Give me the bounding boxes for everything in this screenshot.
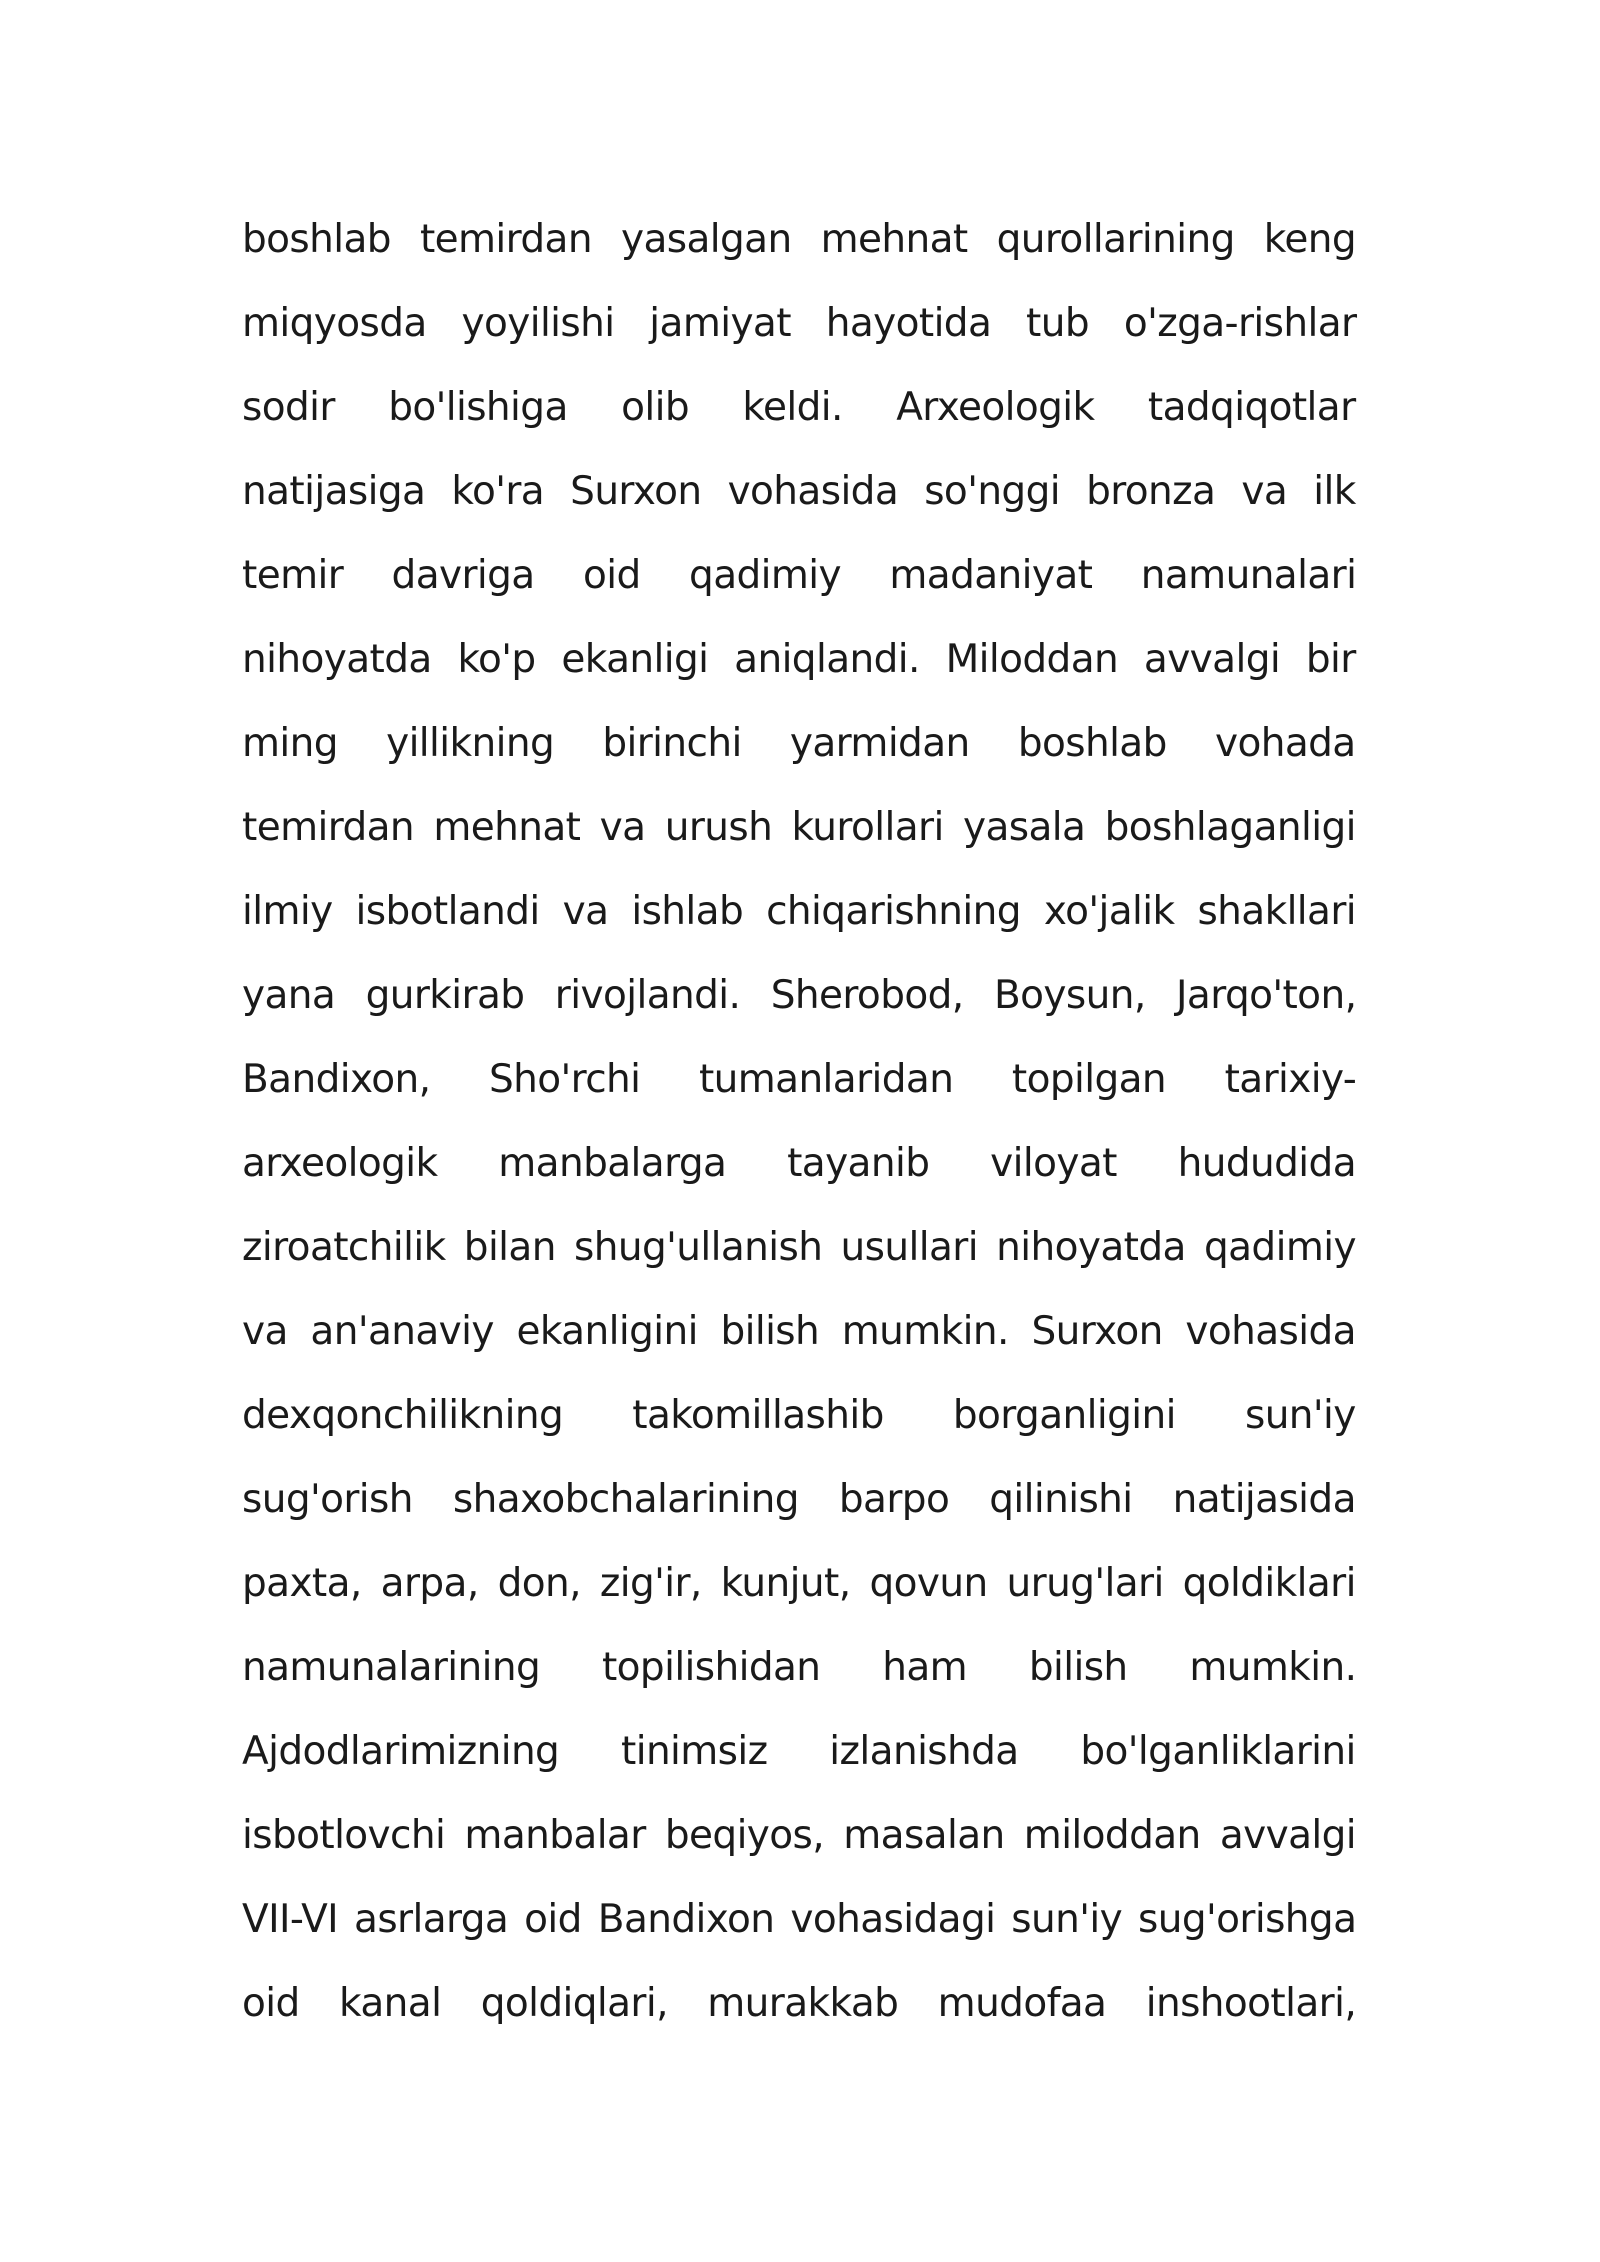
text-line: dexqonchilikning takomillashib borganligini sun'iy <box>242 1393 1356 1438</box>
text-line: ziroatchilik bilan shug'ullanish usullari nihoyatda qadimiy <box>242 1225 1356 1270</box>
text-line: natijasiga ko'ra Surxon vohasida so'nggi bronza va ilk <box>242 469 1356 514</box>
text-line: temir davriga oid qadimiy madaniyat namunalari <box>242 553 1357 598</box>
text-line: Bandixon, Sho'rchi tumanlaridan topilgan tarixiy- <box>242 1057 1357 1102</box>
text-line: paxta, arpa, don, zig'ir, kunjut, qovun urug'lari qoldiklari <box>242 1561 1356 1606</box>
text-line: sodir bo'lishiga olib keldi. Arxeologik tadqiqotlar <box>242 385 1356 430</box>
text-line: isbotlovchi manbalar beqiyos, masalan miloddan avvalgi <box>242 1813 1357 1858</box>
text-line: namunalarining topilishidan ham bilish mumkin. <box>242 1645 1357 1690</box>
text-line: sug'orish shaxobchalarining barpo qilinishi natijasida <box>242 1477 1356 1522</box>
text-line: temirdan mehnat va urush kurollari yasala boshlaganligi <box>242 805 1356 850</box>
text-line: Ajdodlarimizning tinimsiz izlanishda bo'lganliklarini <box>242 1729 1356 1774</box>
text-line: boshlab temirdan yasalgan mehnat qurollarining keng <box>242 217 1357 262</box>
text-line: oid kanal qoldiqlari, murakkab mudofaa inshootlari, <box>242 1981 1357 2026</box>
text-line: arxeologik manbalarga tayanib viloyat hududida <box>242 1141 1356 1186</box>
text-line: ilmiy isbotlandi va ishlab chiqarishning xo'jalik shakllari <box>242 889 1357 934</box>
text-line: VII-VI asrlarga oid Bandixon vohasidagi sun'iy sug'orishga <box>242 1897 1357 1942</box>
text-line: nihoyatda ko'p ekanligi aniqlandi. Miloddan avvalgi bir <box>242 637 1356 682</box>
body-paragraph <box>242 198 1356 2046</box>
text-line: miqyosda yoyilishi jamiyat hayotida tub o'zga-rishlar <box>242 301 1357 346</box>
text-line: yana gurkirab rivojlandi. Sherobod, Boysun, Jarqo'ton, <box>242 973 1357 1018</box>
text-line: ming yillikning birinchi yarmidan boshlab vohada <box>242 721 1356 766</box>
text-line: va an'anaviy ekanligini bilish mumkin. Surxon vohasida <box>242 1309 1356 1354</box>
